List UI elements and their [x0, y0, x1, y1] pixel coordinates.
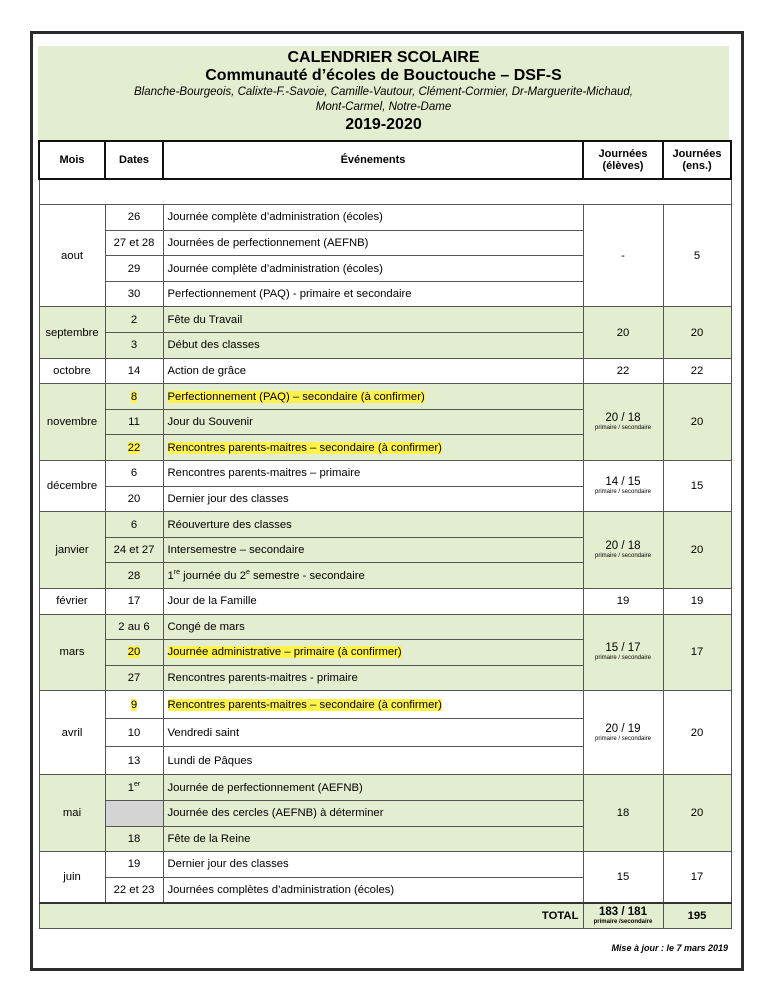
event-cell: Journée complète d’administration (écoles) — [163, 256, 583, 282]
month-cell: juin — [39, 852, 105, 903]
event-cell: Rencontres parents-maitres – primaire — [163, 461, 583, 487]
event-cell: Vendredi saint — [163, 719, 583, 747]
journees-ens-cell: 20 — [663, 307, 731, 358]
calendar-header — [38, 46, 729, 140]
date-cell: 1er — [105, 775, 163, 801]
month-cell: mars — [39, 614, 105, 691]
month-cell: octobre — [39, 358, 105, 384]
event-cell: Congé de mars — [163, 614, 583, 640]
highlighted-event: Journée administrative – primaire (à confirmer) — [167, 646, 402, 659]
date-cell — [105, 691, 163, 719]
journees-eleves-cell: 20 / 18 primaire / secondaire — [583, 512, 663, 589]
event-cell: 1re journée du 2e semestre - secondaire — [163, 563, 583, 589]
journees-eleves-cell: 15 / 17 primaire / secondaire — [583, 614, 663, 691]
event-cell: Journée complète d’administration (écoles) — [163, 205, 583, 231]
month-cell: décembre — [39, 461, 105, 512]
calendar-table — [38, 140, 732, 929]
table-row — [39, 589, 731, 615]
journees-ens-cell: 20 — [663, 384, 731, 461]
date-cell-undetermined — [105, 800, 163, 826]
month-cell: novembre — [39, 384, 105, 461]
journees-eleves-cell: - — [583, 205, 663, 307]
event-cell: Jour du Souvenir — [163, 409, 583, 435]
journees-eleves-cell: 20 / 18 primaire / secondaire — [583, 384, 663, 461]
table-row — [39, 384, 731, 410]
event-cell — [163, 435, 583, 461]
date-cell: 18 — [105, 826, 163, 852]
table-row — [39, 358, 731, 384]
date-cell: 30 — [105, 281, 163, 307]
date-cell: 19 — [105, 852, 163, 878]
table-row — [39, 775, 731, 801]
date-cell: 27 — [105, 665, 163, 691]
highlighted-event: Rencontres parents-maitres – secondaire (à confirmer) — [167, 441, 442, 454]
event-cell: Rencontres parents-maitres - primaire — [163, 665, 583, 691]
month-cell: janvier — [39, 512, 105, 589]
date-cell: 6 — [105, 512, 163, 538]
col-header-mois: Mois — [39, 141, 105, 179]
col-header-dates: Dates — [105, 141, 163, 179]
event-cell: Action de grâce — [163, 358, 583, 384]
month-cell: avril — [39, 691, 105, 775]
event-cell — [163, 384, 583, 410]
date-cell: 24 et 27 — [105, 537, 163, 563]
total-label: TOTAL — [39, 903, 583, 929]
event-cell: Dernier jour des classes — [163, 852, 583, 878]
event-cell: Perfectionnement (PAQ) - primaire et secondaire — [163, 281, 583, 307]
journees-eleves-cell: 22 — [583, 358, 663, 384]
total-ens-cell: 195 — [663, 903, 731, 929]
highlighted-date: 20 — [127, 646, 141, 659]
event-cell: Jour de la Famille — [163, 589, 583, 615]
event-cell: Dernier jour des classes — [163, 486, 583, 512]
journees-ens-cell: 20 — [663, 691, 731, 775]
journees-ens-cell: 17 — [663, 852, 731, 903]
date-cell: 29 — [105, 256, 163, 282]
event-cell: Réouverture des classes — [163, 512, 583, 538]
journees-eleves-cell: 18 — [583, 775, 663, 852]
highlighted-date: 8 — [130, 390, 138, 403]
calendar-title: CALENDRIER SCOLAIRE — [287, 49, 480, 66]
journees-ens-cell: 20 — [663, 775, 731, 852]
month-cell: septembre — [39, 307, 105, 358]
date-cell: 3 — [105, 333, 163, 359]
date-cell: 2 — [105, 307, 163, 333]
event-cell: Fête de la Reine — [163, 826, 583, 852]
highlighted-date: 9 — [130, 698, 138, 711]
event-cell: Journées de perfectionnement (AEFNB) — [163, 230, 583, 256]
table-row — [39, 852, 731, 878]
table-row — [39, 512, 731, 538]
table-row — [39, 461, 731, 487]
event-cell: Lundi de Pâques — [163, 747, 583, 775]
date-cell: 28 — [105, 563, 163, 589]
update-note: Mise à jour : le 7 mars 2019 — [611, 943, 728, 953]
table-row — [39, 205, 731, 231]
date-cell: 11 — [105, 409, 163, 435]
date-cell — [105, 384, 163, 410]
event-cell: Journée des cercles (AEFNB) à déterminer — [163, 800, 583, 826]
event-cell: Fête du Travail — [163, 307, 583, 333]
journees-eleves-cell: 19 — [583, 589, 663, 615]
school-year: 2019-2020 — [345, 116, 422, 133]
col-header-evenements: Événements — [163, 141, 583, 179]
col-header-journees-ens: Journées (ens.) — [663, 141, 731, 179]
total-row — [39, 903, 731, 929]
date-cell: 14 — [105, 358, 163, 384]
highlighted-date: 22 — [127, 441, 141, 454]
month-cell: mai — [39, 775, 105, 852]
event-cell: Début des classes — [163, 333, 583, 359]
journees-eleves-cell: 14 / 15 primaire / secondaire — [583, 461, 663, 512]
schools-line-1: Blanche-Bourgeois, Calixte-F.-Savoie, Camille-Vautour, Clément-Cormier, Dr-Marguerite-Michaud, — [134, 86, 633, 98]
date-cell: 6 — [105, 461, 163, 487]
journees-eleves-cell: 20 / 19 primaire / secondaire — [583, 691, 663, 775]
schools-line-2: Mont-Carmel, Notre-Dame — [315, 101, 452, 113]
date-cell: 26 — [105, 205, 163, 231]
date-cell: 20 — [105, 486, 163, 512]
journees-ens-cell: 15 — [663, 461, 731, 512]
event-cell: Journée de perfectionnement (AEFNB) — [163, 775, 583, 801]
journees-eleves-cell: 15 — [583, 852, 663, 903]
date-cell: 27 et 28 — [105, 230, 163, 256]
date-cell — [105, 435, 163, 461]
table-row — [39, 614, 731, 640]
journees-ens-cell: 19 — [663, 589, 731, 615]
month-cell: février — [39, 589, 105, 615]
highlighted-event: Rencontres parents-maitres – secondaire (à confirmer) — [167, 698, 442, 711]
event-cell: Intersemestre – secondaire — [163, 537, 583, 563]
date-cell: 22 et 23 — [105, 877, 163, 903]
date-cell: 13 — [105, 747, 163, 775]
table-row — [39, 307, 731, 333]
calendar-subtitle: Communauté d’écoles de Bouctouche – DSF-S — [205, 67, 562, 84]
event-cell — [163, 691, 583, 719]
journees-ens-cell: 22 — [663, 358, 731, 384]
date-cell: 10 — [105, 719, 163, 747]
event-cell: Journées complètes d’administration (écoles) — [163, 877, 583, 903]
journees-ens-cell: 5 — [663, 205, 731, 307]
journees-ens-cell: 20 — [663, 512, 731, 589]
journees-ens-cell: 17 — [663, 614, 731, 691]
col-header-journees-eleves: Journées (élèves) — [583, 141, 663, 179]
table-row — [39, 691, 731, 719]
table-header-row — [39, 141, 731, 179]
journees-eleves-cell: 20 — [583, 307, 663, 358]
total-eleves-cell: 183 / 181 primaire /secondaire — [583, 903, 663, 929]
month-cell: aout — [39, 205, 105, 307]
date-cell: 17 — [105, 589, 163, 615]
highlighted-event: Perfectionnement (PAQ) – secondaire (à confirmer) — [167, 390, 425, 403]
date-cell: 2 au 6 — [105, 614, 163, 640]
event-cell — [163, 640, 583, 666]
date-cell — [105, 640, 163, 666]
